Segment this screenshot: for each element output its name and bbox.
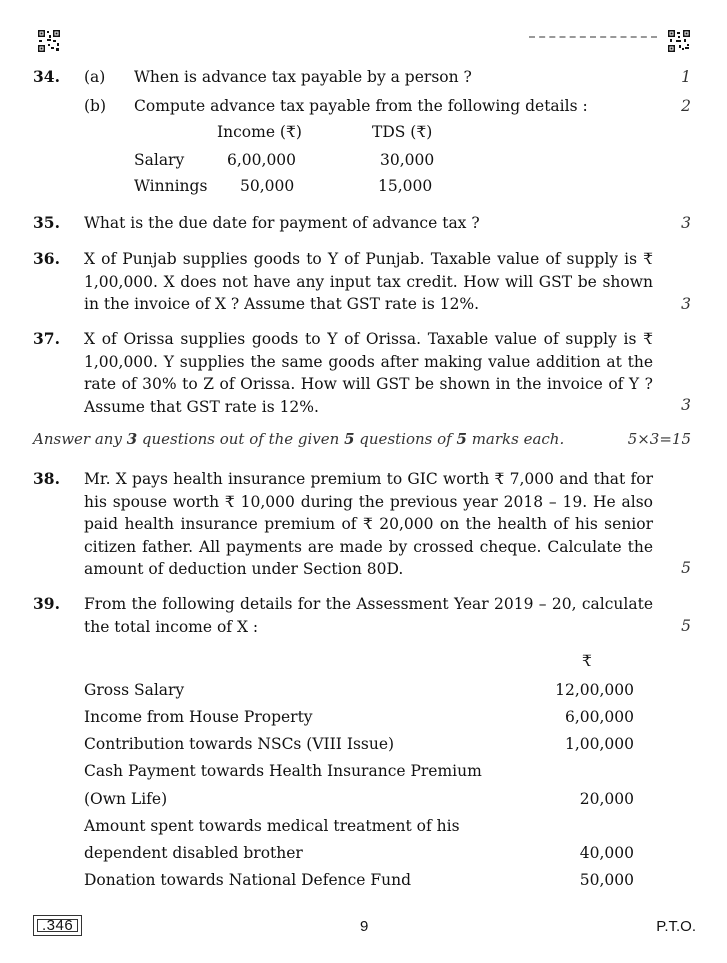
table-cell-income: 6,00,000 — [227, 151, 297, 169]
list-item-label: dependent disabled brother — [84, 844, 303, 862]
section-marks: 5×3=15 — [627, 430, 691, 448]
marks: 3 — [681, 295, 691, 313]
part-label: (a) — [84, 68, 106, 86]
list-item-amount: 50,000 — [579, 871, 634, 889]
currency-symbol: ₹ — [582, 652, 592, 670]
header-dashed-line — [529, 36, 657, 38]
list-item-label: Contribution towards NSCs (VIII Issue) — [84, 735, 395, 753]
list-item-label: Cash Payment towards Health Insurance Premium — [84, 762, 482, 780]
list-item-amount: 12,00,000 — [555, 681, 634, 699]
table-row-label: Winnings — [134, 177, 208, 195]
question-text: Mr. X pays health insurance premium to GIC worth ₹ 7,000 and that for his spouse worth ₹ 10,000 during the previous year 2018 – 19. He also paid health insurance premium of ₹ 20,000 on the health of his senior citizen father. All payments are made by crossed cheque. Calculate the amount of deduction under Section 80D. — [84, 470, 653, 578]
qr-code-left-icon — [37, 29, 61, 53]
list-item-amount: 6,00,000 — [564, 708, 634, 726]
marks: 3 — [681, 214, 691, 232]
marks: 5 — [681, 559, 691, 577]
question-text: When is advance tax payable by a person ? — [134, 68, 472, 86]
section-instruction: Answer any 3 questions out of the given 5 questions of 5 marks each. — [33, 430, 565, 448]
question-text: From the following details for the Assessment Year 2019 – 20, calculate the total income of X : — [84, 595, 653, 636]
question-text: X of Punjab supplies goods to Y of Punjab. Taxable value of supply is ₹ 1,00,000. X does not have any input tax credit. How will GST be shown in the invoice of X ? Assume that GST rate is 12%. — [84, 250, 653, 313]
list-item-label: Gross Salary — [84, 681, 185, 699]
table-cell-income: 50,000 — [240, 177, 295, 195]
part-label: (b) — [84, 97, 107, 115]
question-number: 37. — [33, 329, 60, 348]
marks: 1 — [681, 68, 691, 86]
table-header-tds: TDS (₹) — [372, 123, 433, 141]
list-item-label: Income from House Property — [84, 708, 313, 726]
pto-label: P.T.O. — [656, 918, 696, 935]
list-item-amount: 1,00,000 — [564, 735, 634, 753]
table-header-income: Income (₹) — [217, 123, 302, 141]
marks: 3 — [681, 396, 691, 414]
question-text: X of Orissa supplies goods to Y of Orissa. Taxable value of supply is ₹ 1,00,000. Y supplies the same goods after making value addition at the rate of 30% to Z of Orissa. How will GST be shown in the invoice of Y ? Assume that GST rate is 12%. — [84, 330, 653, 416]
table-cell-tds: 15,000 — [378, 177, 433, 195]
question-number: 38. — [33, 469, 60, 488]
question-number: 35. — [33, 213, 60, 232]
list-item-amount: 40,000 — [579, 844, 634, 862]
table-row-label: Salary — [134, 151, 185, 169]
list-item-label: Amount spent towards medical treatment of his — [84, 817, 460, 835]
paper-code: .346 — [33, 915, 82, 936]
question-text: What is the due date for payment of advance tax ? — [84, 214, 480, 232]
page-number: 9 — [360, 918, 369, 935]
list-item-amount: 20,000 — [579, 790, 634, 808]
question-number: 36. — [33, 249, 60, 268]
question-text: Compute advance tax payable from the following details : — [134, 97, 588, 115]
list-item-label: (Own Life) — [84, 790, 168, 808]
question-number: 34. — [33, 67, 60, 86]
marks: 2 — [681, 97, 691, 115]
marks: 5 — [681, 617, 691, 635]
question-number: 39. — [33, 594, 60, 613]
list-item-label: Donation towards National Defence Fund — [84, 871, 412, 889]
qr-code-right-icon — [667, 29, 691, 53]
table-cell-tds: 30,000 — [380, 151, 435, 169]
